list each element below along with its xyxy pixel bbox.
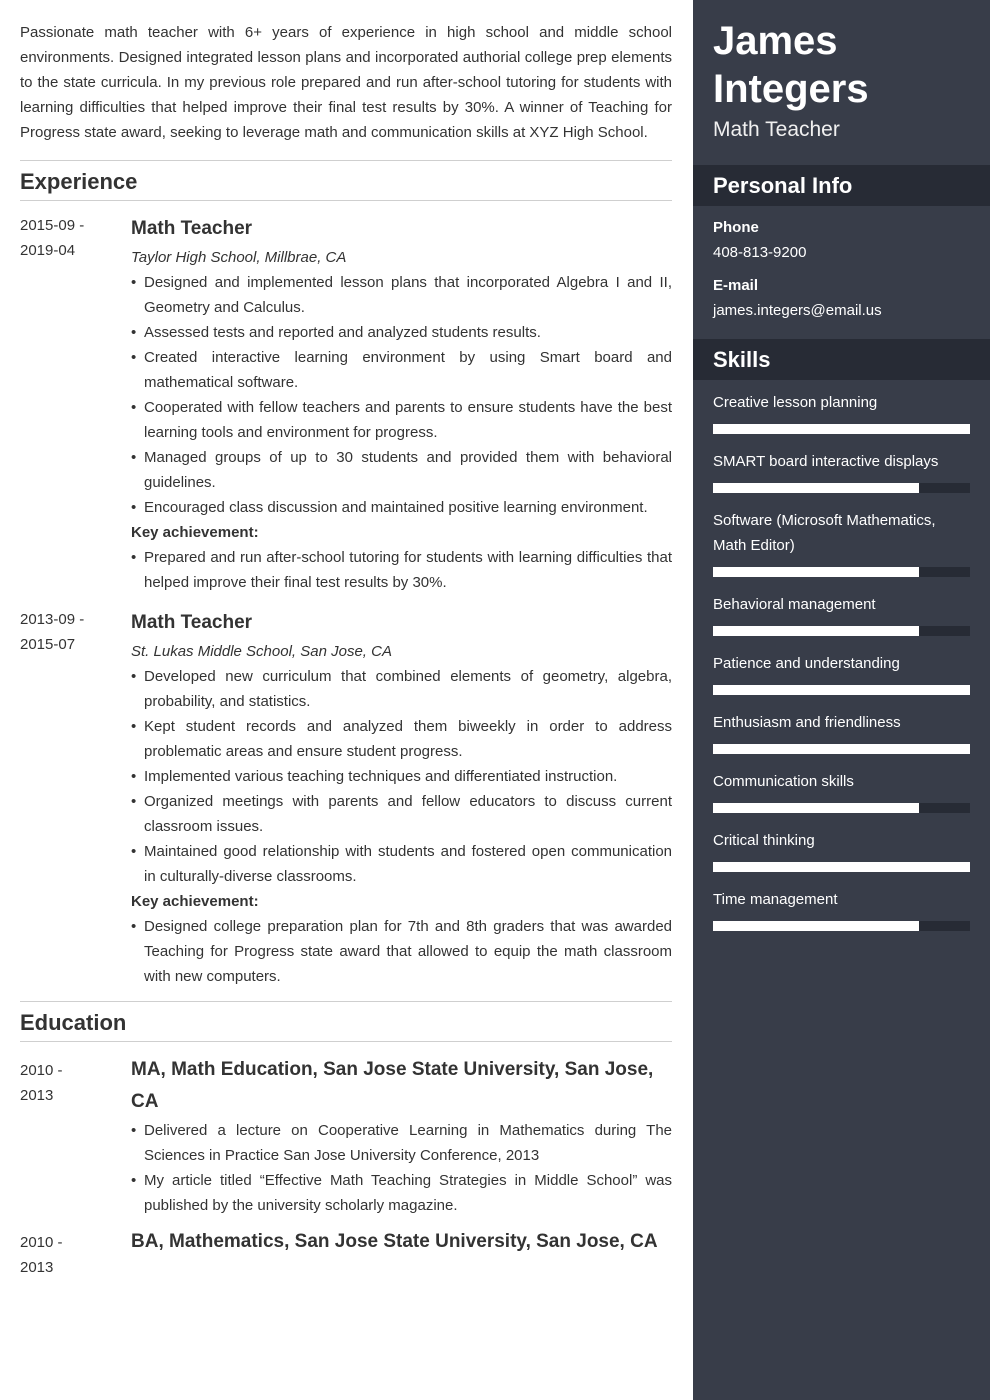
list-item: • Created interactive learning environment by using Smart board and mathematical software. xyxy=(131,345,672,395)
summary: Passionate math teacher with 6+ years of experience in high school and middle school environments. Designed integrated lesson plans and incorporated authorial college prep elements to the state curricula. In my previous role prepared and run after-school tutoring for students with learning difficulties that helped improve their final test results by 30%. A winner of Teaching for Progress state award, seeking to leverage math and communication skills at XYZ High School. xyxy=(20,24,672,141)
entry-date-start: 2010 - xyxy=(20,1062,63,1079)
entry-date-end: 2013 xyxy=(20,1259,54,1276)
entry-date-end: 2019-04 xyxy=(20,242,76,259)
skill-level-bar xyxy=(713,921,970,931)
skill-level-fill xyxy=(713,685,970,695)
skill-item xyxy=(713,508,970,577)
skill-level-bar xyxy=(713,744,970,754)
list-item: • Delivered a lecture on Cooperative Learning in Mathematics during The Sciences in Practice San Jose University Conference, 2013 xyxy=(131,1118,672,1168)
skill-level-fill xyxy=(713,483,919,493)
list-item: • Developed new curriculum that combined elements of geometry, algebra, probability, and statistics. xyxy=(131,664,672,714)
skills-header xyxy=(693,339,990,380)
skill-level-bar xyxy=(713,685,970,695)
education-entry xyxy=(20,1226,672,1276)
key-achievement-label: Key achievement: xyxy=(131,524,259,541)
skill-item xyxy=(713,651,970,695)
phone-label: Phone xyxy=(713,219,759,236)
skill-name: Time management xyxy=(713,891,838,908)
skill-level-fill xyxy=(713,626,919,636)
entry-date-end: 2015-07 xyxy=(20,636,76,653)
list-item: • Implemented various teaching techniques and differentiated instruction. xyxy=(131,764,672,789)
experience-entry xyxy=(20,213,672,595)
skill-item xyxy=(713,592,970,636)
entry-date xyxy=(20,213,120,263)
phone-value: 408-813-9200 xyxy=(713,244,807,261)
skill-name: Communication skills xyxy=(713,773,854,790)
skill-level-fill xyxy=(713,921,919,931)
skill-level-fill xyxy=(713,803,919,813)
list-item: • Prepared and run after-school tutoring for students with learning difficulties that helped improve their final test results by 30%. xyxy=(131,545,672,595)
experience-section-header xyxy=(20,160,672,201)
list-item: • Designed college preparation plan for 7th and 8th graders that was awarded Teaching for Progress state award that allowed to equip the math classroom with new computers. xyxy=(131,914,672,989)
education-heading: Education xyxy=(20,1010,127,1035)
candidate-name: James Integers xyxy=(713,19,869,111)
skill-item xyxy=(713,769,970,813)
entry-date-start: 2015-09 - xyxy=(20,217,85,234)
skill-item xyxy=(713,390,970,434)
degree-title: MA, Math Education, San Jose State University, San Jose, CA xyxy=(131,1059,654,1112)
skill-level-fill xyxy=(713,862,970,872)
email-label: E-mail xyxy=(713,277,759,294)
sidebar xyxy=(693,0,990,1400)
education-entry xyxy=(20,1054,672,1218)
skill-level-bar xyxy=(713,626,970,636)
skill-item xyxy=(713,710,970,754)
experience-list xyxy=(20,213,672,989)
skill-level-fill xyxy=(713,744,970,754)
personal-info-header xyxy=(693,165,990,206)
skill-item xyxy=(713,449,970,493)
job-title: Math Teacher xyxy=(131,218,253,239)
skill-level-fill xyxy=(713,424,970,434)
entry-date xyxy=(20,1058,120,1108)
entry-date-end: 2013 xyxy=(20,1087,54,1104)
list-item: • Kept student records and analyzed them biweekly in order to address problematic areas and ensure student progress. xyxy=(131,714,672,764)
skill-name: Creative lesson planning xyxy=(713,394,878,411)
skill-level-bar xyxy=(713,424,970,434)
key-achievements xyxy=(131,914,672,989)
list-item: • Assessed tests and reported and analyzed students results. xyxy=(131,320,672,345)
entry-date-start: 2013-09 - xyxy=(20,611,85,628)
degree-title: BA, Mathematics, San Jose State University, San Jose, CA xyxy=(131,1231,658,1252)
email-value: james.integers@email.us xyxy=(713,302,882,319)
list-item: • Encouraged class discussion and maintained positive learning environment. xyxy=(131,495,672,520)
skill-name: Critical thinking xyxy=(713,832,815,849)
skill-level-bar xyxy=(713,567,970,577)
list-item: • Designed and implemented lesson plans that incorporated Algebra I and II, Geometry and Calculus. xyxy=(131,270,672,320)
skill-name: Enthusiasm and friendliness xyxy=(713,714,901,731)
list-item: • Cooperated with fellow teachers and parents to ensure students have the best learning tools and environment for progress. xyxy=(131,395,672,445)
skill-level-bar xyxy=(713,483,970,493)
skill-name: SMART board interactive displays xyxy=(713,453,939,470)
entry-date xyxy=(20,607,120,657)
skill-name: Software (Microsoft Mathematics, Math Editor) xyxy=(713,512,936,554)
skill-item xyxy=(713,887,970,931)
job-duties xyxy=(131,270,672,520)
list-item: • Organized meetings with parents and fellow educators to discuss current classroom issues. xyxy=(131,789,672,839)
skill-level-bar xyxy=(713,803,970,813)
list-item: • Maintained good relationship with students and fostered open communication in culturally-diverse classrooms. xyxy=(131,839,672,889)
job-title: Math Teacher xyxy=(131,612,253,633)
skill-item xyxy=(713,828,970,872)
job-employer: St. Lukas Middle School, San Jose, CA xyxy=(131,643,392,660)
skill-level-fill xyxy=(713,567,919,577)
skill-name: Patience and understanding xyxy=(713,655,900,672)
skill-level-bar xyxy=(713,862,970,872)
education-list xyxy=(20,1054,672,1276)
key-achievements xyxy=(131,545,672,595)
entry-date-start: 2010 - xyxy=(20,1234,63,1251)
experience-heading: Experience xyxy=(20,169,138,194)
list-item: • Managed groups of up to 30 students and provided them with behavioral guidelines. xyxy=(131,445,672,495)
education-details xyxy=(131,1118,672,1218)
list-item: • My article titled “Effective Math Teaching Strategies in Middle School” was published by the university scholarly magazine. xyxy=(131,1168,672,1218)
skill-name: Behavioral management xyxy=(713,596,876,613)
skills-heading: Skills xyxy=(713,347,771,372)
entry-date xyxy=(20,1230,120,1280)
key-achievement-label: Key achievement: xyxy=(131,893,259,910)
job-employer: Taylor High School, Millbrae, CA xyxy=(131,249,347,266)
job-duties xyxy=(131,664,672,889)
main-column xyxy=(20,20,672,1276)
candidate-title: Math Teacher xyxy=(713,118,840,141)
education-section-header xyxy=(20,1001,672,1042)
personal-info-heading: Personal Info xyxy=(713,173,853,198)
skills-list xyxy=(713,390,970,946)
experience-entry xyxy=(20,607,672,989)
